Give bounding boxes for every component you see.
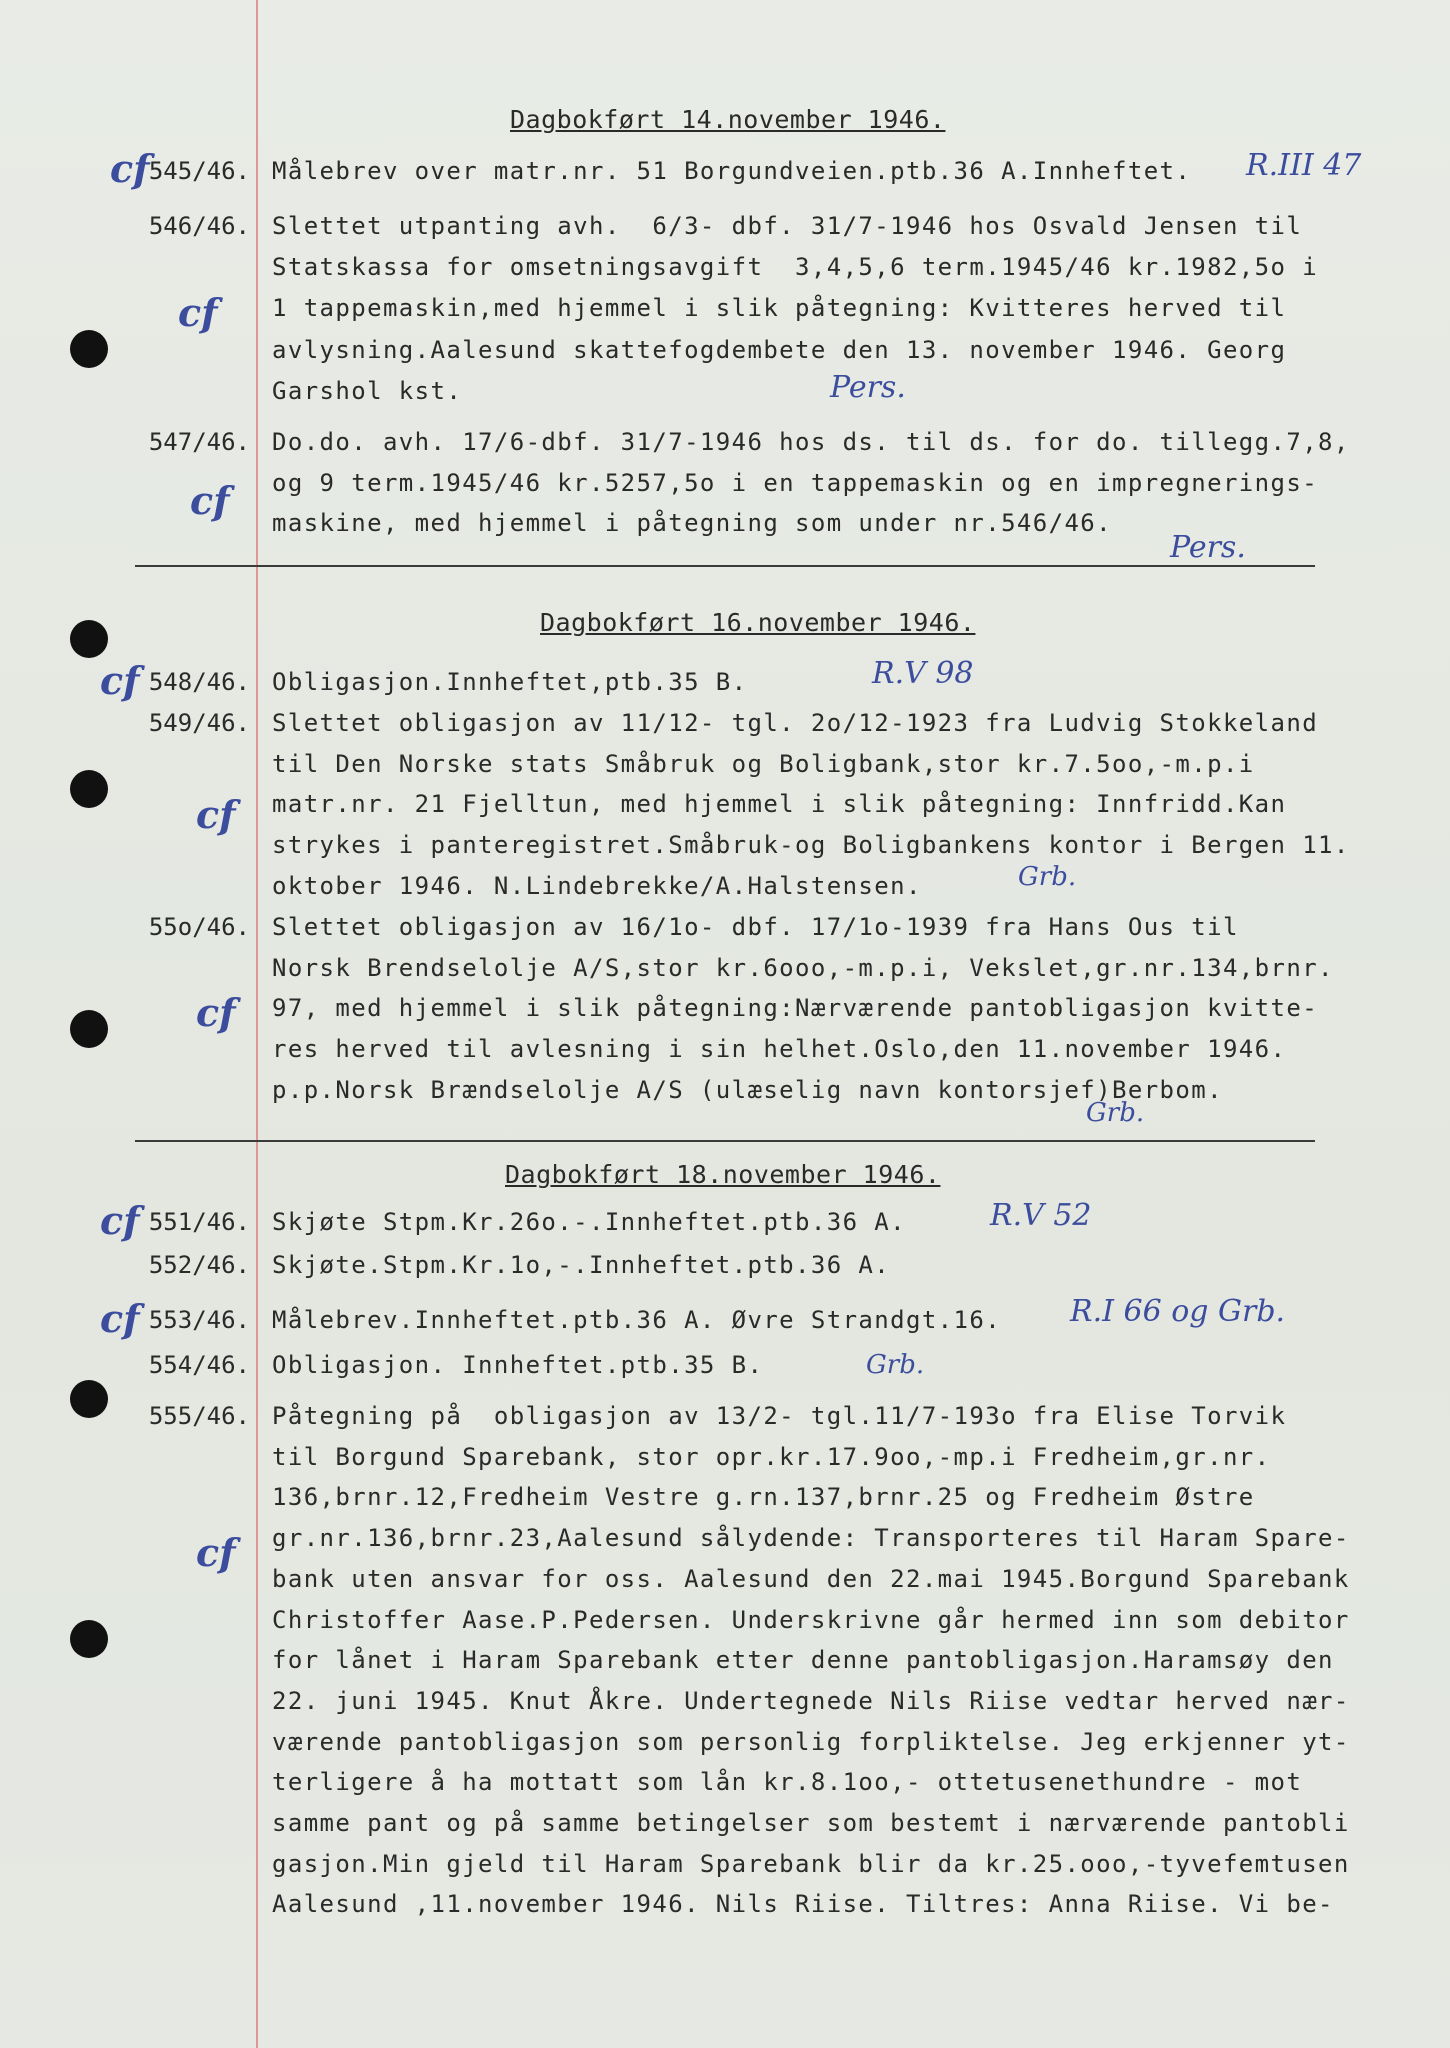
punch-hole xyxy=(70,1620,108,1658)
punch-hole xyxy=(70,330,108,368)
entry-number: 551/46. xyxy=(148,1208,250,1236)
entry-line: Påtegning på obligasjon av 13/2- tgl.11/7-193o fra Elise Torvik xyxy=(272,1402,1287,1430)
entry-number: 546/46. xyxy=(148,212,250,240)
entry-line: bank uten ansvar for oss. Aalesund den 22.mai 1945.Borgund Sparebank xyxy=(272,1565,1350,1593)
section-heading: Dagbokført 18.november 1946. xyxy=(505,1160,941,1189)
entry-line: Målebrev.Innheftet.ptb.36 A. Øvre Strandgt.16. xyxy=(272,1306,1002,1334)
margin-mark: cf xyxy=(110,146,150,191)
entry-line: samme pant og på samme betingelser som bestemt i nærværende pantobli xyxy=(272,1809,1350,1837)
section-heading: Dagbokført 16.november 1946. xyxy=(540,608,976,637)
entry-line: for lånet i Haram Sparebank etter denne pantobligasjon.Haramsøy den xyxy=(272,1646,1334,1674)
handwritten-note: Grb. xyxy=(866,1350,925,1380)
margin-mark: cf xyxy=(190,478,230,523)
margin-mark: cf xyxy=(196,1530,236,1575)
section-heading: Dagbokført 14.november 1946. xyxy=(510,105,946,134)
entry-line: avlysning.Aalesund skattefogdembete den 13. november 1946. Georg xyxy=(272,336,1287,364)
entry-line: oktober 1946. N.Lindebrekke/A.Halstensen. xyxy=(272,872,922,900)
margin-mark: cf xyxy=(100,1296,140,1341)
entry-line: Slettet obligasjon av 16/1o- dbf. 17/1o-1939 fra Hans Ous til xyxy=(272,913,1239,941)
entry-line: Skjøte Stpm.Kr.26o.-.Innheftet.ptb.36 A. xyxy=(272,1208,906,1236)
handwritten-note: Pers. xyxy=(1170,530,1246,565)
entry-line: Slettet obligasjon av 11/12- tgl. 2o/12-1923 fra Ludvig Stokkeland xyxy=(272,709,1319,737)
entry-number: 555/46. xyxy=(148,1402,250,1430)
handwritten-note: R.V 52 xyxy=(990,1198,1092,1233)
entry-line: maskine, med hjemmel i påtegning som under nr.546/46. xyxy=(272,509,1113,537)
entry-line: Aalesund ,11.november 1946. Nils Riise. Tiltres: Anna Riise. Vi be- xyxy=(272,1890,1334,1918)
entry-number: 545/46. xyxy=(148,157,250,185)
entry-line: strykes i panteregistret.Småbruk-og Boligbankens kontor i Bergen 11. xyxy=(272,831,1350,859)
entry-line: Christoffer Aase.P.Pedersen. Underskrivne går hermed inn som debitor xyxy=(272,1606,1350,1634)
handwritten-note: R.V 98 xyxy=(872,656,974,691)
entry-line: Obligasjon.Innheftet,ptb.35 B. xyxy=(272,668,748,696)
handwritten-note: R.I 66 og Grb. xyxy=(1070,1294,1286,1329)
entry-line: matr.nr. 21 Fjelltun, med hjemmel i slik påtegning: Innfridd.Kan xyxy=(272,790,1287,818)
entry-line: 136,brnr.12,Fredheim Vestre g.rn.137,brnr.25 og Fredheim Østre xyxy=(272,1483,1255,1511)
handwritten-note: Pers. xyxy=(830,370,906,405)
entry-line: Norsk Brendselolje A/S,stor kr.6ooo,-m.p.i, Vekslet,gr.nr.134,brnr. xyxy=(272,954,1334,982)
entry-line: Statskassa for omsetningsavgift 3,4,5,6 term.1945/46 kr.1982,5o i xyxy=(272,253,1319,281)
margin-mark: cf xyxy=(100,1198,140,1243)
entry-line: til Den Norske stats Småbruk og Boligbank,stor kr.7.5oo,-m.p.i xyxy=(272,750,1255,778)
entry-line: Garshol kst. xyxy=(272,377,463,405)
margin-mark: cf xyxy=(196,990,236,1035)
margin-mark: cf xyxy=(178,290,218,335)
entry-number: 552/46. xyxy=(148,1251,250,1279)
entry-line: gasjon.Min gjeld til Haram Sparebank blir da kr.25.ooo,-tyvefemtusen xyxy=(272,1850,1350,1878)
entry-line: res herved til avlesning i sin helhet.Oslo,den 11.november 1946. xyxy=(272,1035,1287,1063)
entry-line: Skjøte.Stpm.Kr.1o,-.Innheftet.ptb.36 A. xyxy=(272,1251,891,1279)
entry-line: 97, med hjemmel i slik påtegning:Nærværende pantobligasjon kvitte- xyxy=(272,994,1319,1022)
entry-number: 549/46. xyxy=(148,709,250,737)
margin-mark: cf xyxy=(100,658,140,703)
entry-number: 55o/46. xyxy=(148,913,250,941)
entry-line: og 9 term.1945/46 kr.5257,5o i en tappemaskin og en impregnerings- xyxy=(272,469,1319,497)
entry-number: 554/46. xyxy=(148,1351,250,1379)
handwritten-note: R.III 47 xyxy=(1246,148,1362,183)
entry-line: gr.nr.136,brnr.23,Aalesund sålydende: Transporteres til Haram Spare- xyxy=(272,1524,1350,1552)
punch-hole xyxy=(70,620,108,658)
entry-number: 548/46. xyxy=(148,668,250,696)
punch-hole xyxy=(70,1010,108,1048)
entry-line: terligere å ha mottatt som lån kr.8.1oo,- ottetusenethundre - mot xyxy=(272,1768,1303,1796)
entry-line: Målebrev over matr.nr. 51 Borgundveien.ptb.36 A.Innheftet. xyxy=(272,157,1192,185)
section-divider xyxy=(135,565,1315,567)
entry-line: Slettet utpanting avh. 6/3- dbf. 31/7-1946 hos Osvald Jensen til xyxy=(272,212,1303,240)
entry-line: 1 tappemaskin,med hjemmel i slik påtegning: Kvitteres herved til xyxy=(272,294,1287,322)
section-divider xyxy=(135,1140,1315,1142)
entry-line: Do.do. avh. 17/6-dbf. 31/7-1946 hos ds. til ds. for do. tillegg.7,8, xyxy=(272,428,1350,456)
entry-number: 547/46. xyxy=(148,428,250,456)
entry-line: p.p.Norsk Brændselolje A/S (ulæselig navn kontorsjef)Berbom. xyxy=(272,1076,1223,1104)
margin-line xyxy=(256,0,258,2048)
entry-line: 22. juni 1945. Knut Åkre. Undertegnede Nils Riise vedtar herved nær- xyxy=(272,1687,1350,1715)
margin-mark: cf xyxy=(196,792,236,837)
entry-line: værende pantobligasjon som personlig forpliktelse. Jeg erkjenner yt- xyxy=(272,1728,1350,1756)
handwritten-note: Grb. xyxy=(1018,862,1077,892)
punch-hole xyxy=(70,1380,108,1418)
handwritten-note: Grb. xyxy=(1086,1098,1145,1128)
entry-line: Obligasjon. Innheftet.ptb.35 B. xyxy=(272,1351,764,1379)
punch-hole xyxy=(70,770,108,808)
entry-number: 553/46. xyxy=(148,1306,250,1334)
entry-line: til Borgund Sparebank, stor opr.kr.17.9oo,-mp.i Fredheim,gr.nr. xyxy=(272,1443,1271,1471)
